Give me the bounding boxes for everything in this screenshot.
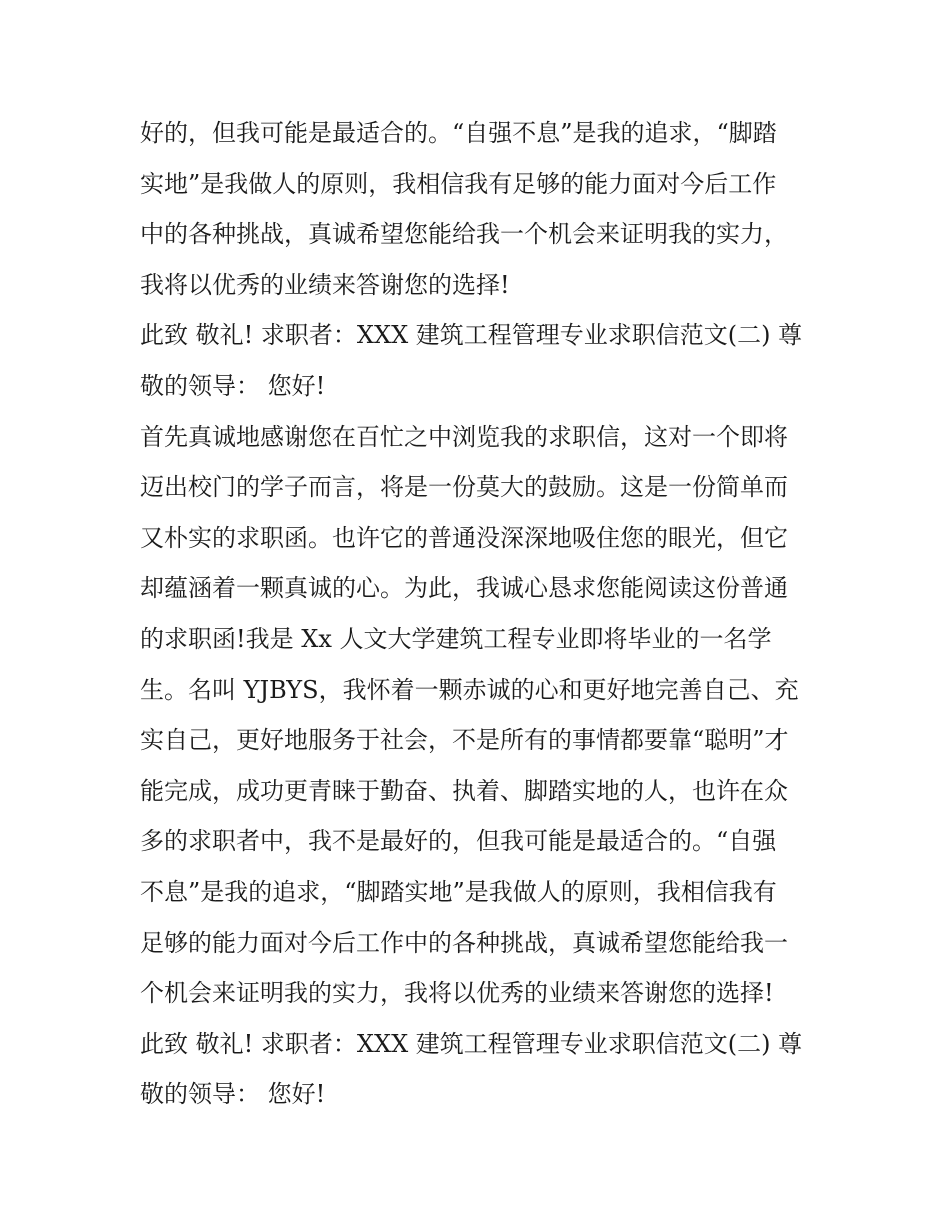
- text-line: 多的求职者中，我不是最好的，但我可能是最适合的。“自强: [140, 827, 777, 856]
- text-line: 的求职函!我是 Xx 人文大学建筑工程专业即将毕业的一名学: [140, 624, 772, 653]
- text-line: 生。名叫 YJBYS，我怀着一颗赤诚的心和更好地完善自己、充: [140, 675, 799, 704]
- text-line: 我将以优秀的业绩来答谢您的选择!: [140, 270, 510, 299]
- text-line: 此致 敬礼! 求职者：XXX 建筑工程管理专业求职信范文(二) 尊: [140, 1029, 803, 1058]
- text-line: 迈出校门的学子而言，将是一份莫大的鼓励。这是一份简单而: [140, 473, 788, 502]
- text-line: 实地”是我做人的原则，我相信我有足够的能力面对今后工作: [140, 169, 777, 198]
- text-line: 实自己，更好地服务于社会，不是所有的事情都要靠“聪明”才: [140, 726, 789, 755]
- text-line: 好的，但我可能是最适合的。“自强不息”是我的追求，“脚踏: [140, 119, 777, 147]
- text-line: 又朴实的求职函。也许它的普通没深深地吸住您的眼光，但它: [140, 523, 788, 552]
- text-line: 不息”是我的追求，“脚踏实地”是我做人的原则，我相信我有: [140, 877, 777, 906]
- text-line: 能完成，成功更青睐于勤奋、执着、脚踏实地的人，也许在众: [140, 776, 788, 805]
- body-text: [140, 108, 820, 1120]
- text-line: 首先真诚地感谢您在百忙之中浏览我的求职信，这对一个即将: [140, 422, 788, 451]
- text-line: 中的各种挑战，真诚希望您能给我一个机会来证明我的实力，: [140, 220, 788, 249]
- text-line: 足够的能力面对今后工作中的各种挑战，真诚希望您能给我一: [140, 928, 788, 957]
- text-line: 却蕴涵着一颗真诚的心。为此，我诚心恳求您能阅读这份普通: [140, 574, 788, 603]
- text-line: 敬的领导： 您好!: [140, 1080, 326, 1109]
- text-line: 个机会来证明我的实力，我将以优秀的业绩来答谢您的选择!: [140, 979, 774, 1008]
- text-line: 敬的领导： 您好!: [140, 371, 326, 400]
- text-line: 此致 敬礼! 求职者：XXX 建筑工程管理专业求职信范文(二) 尊: [140, 321, 803, 350]
